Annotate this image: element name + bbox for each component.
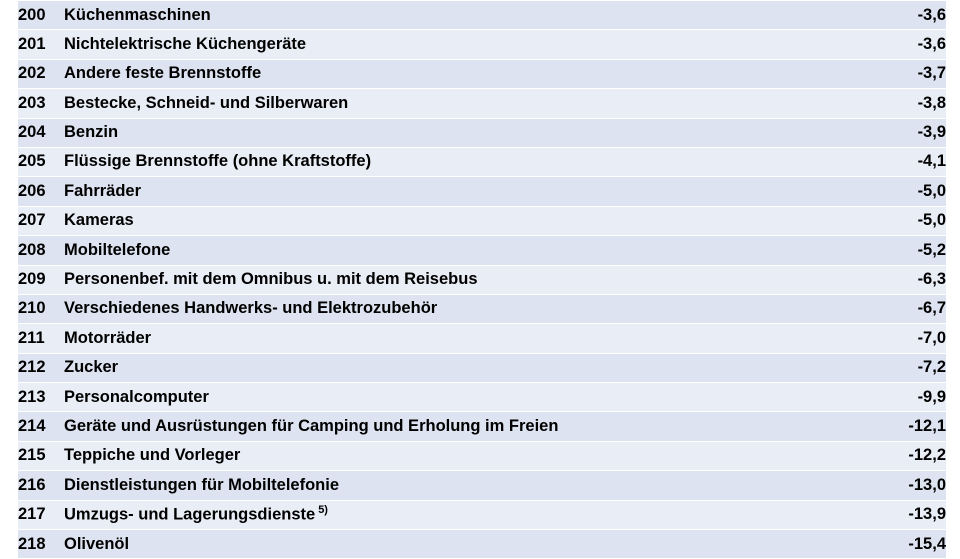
table-row xyxy=(18,500,946,529)
row-value: -12,1 xyxy=(842,412,946,441)
row-rank: 209 xyxy=(18,265,64,294)
row-label xyxy=(64,59,842,88)
table-row xyxy=(18,147,946,176)
row-label-text: Fahrräder xyxy=(64,181,142,200)
row-label-text: Dienstleistungen für Mobiltelefonie xyxy=(64,475,340,494)
row-rank: 218 xyxy=(18,530,64,559)
row-rank: 211 xyxy=(18,324,64,353)
row-label xyxy=(64,30,842,59)
row-rank: 207 xyxy=(18,206,64,235)
table-row xyxy=(18,206,946,235)
row-label-text: Umzugs- und Lagerungsdienste xyxy=(64,505,316,524)
table-row xyxy=(18,530,946,559)
row-label xyxy=(64,294,842,323)
ranking-table-body xyxy=(18,1,946,559)
row-value: -7,0 xyxy=(842,324,946,353)
row-label xyxy=(64,89,842,118)
row-label xyxy=(64,500,842,529)
table-row xyxy=(18,59,946,88)
row-value: -6,7 xyxy=(842,294,946,323)
table-row xyxy=(18,89,946,118)
row-label-text: Personenbef. mit dem Omnibus u. mit dem Reisebus xyxy=(64,270,478,289)
row-footnote-marker: 5) xyxy=(318,504,328,517)
row-label-text: Kameras xyxy=(64,211,134,230)
row-value: -4,1 xyxy=(842,147,946,176)
row-rank: 215 xyxy=(18,441,64,470)
row-label-text: Geräte und Ausrüstungen für Camping und Erholung im Freien xyxy=(64,417,559,435)
row-label-text: Olivenöl xyxy=(64,534,130,553)
row-value: -5,2 xyxy=(842,236,946,265)
row-label xyxy=(64,236,842,265)
row-label-text: Andere feste Brennstoffe xyxy=(64,64,262,83)
row-value: -3,9 xyxy=(842,118,946,147)
row-rank: 217 xyxy=(18,500,64,529)
row-value: -5,0 xyxy=(842,206,946,235)
row-rank: 214 xyxy=(18,412,64,441)
table-row xyxy=(18,383,946,412)
row-label xyxy=(64,206,842,235)
row-label xyxy=(64,147,842,176)
row-rank: 212 xyxy=(18,353,64,382)
row-value: -13,9 xyxy=(842,500,946,529)
row-value: -12,2 xyxy=(842,441,946,470)
row-label-text: Personalcomputer xyxy=(64,387,209,406)
ranking-table xyxy=(18,0,946,559)
row-label-text: Bestecke, Schneid- und Silberwaren xyxy=(64,93,349,112)
row-value: -3,6 xyxy=(842,30,946,59)
table-row xyxy=(18,1,946,30)
row-rank: 204 xyxy=(18,118,64,147)
row-label xyxy=(64,324,842,353)
table-row xyxy=(18,412,946,441)
row-value: -13,0 xyxy=(842,471,946,500)
row-label xyxy=(64,118,842,147)
row-rank: 216 xyxy=(18,471,64,500)
row-rank: 201 xyxy=(18,30,64,59)
table-row xyxy=(18,353,946,382)
row-rank: 203 xyxy=(18,89,64,118)
row-label-text: Flüssige Brennstoffe (ohne Kraftstoffe) xyxy=(64,152,372,171)
row-value: -3,6 xyxy=(842,1,946,30)
row-rank: 200 xyxy=(18,1,64,30)
row-value: -15,4 xyxy=(842,530,946,559)
row-label-text: Motorräder xyxy=(64,328,152,347)
row-rank: 213 xyxy=(18,383,64,412)
row-label xyxy=(64,353,842,382)
row-label xyxy=(64,530,842,559)
table-row xyxy=(18,118,946,147)
table-row xyxy=(18,265,946,294)
row-value: -3,8 xyxy=(842,89,946,118)
table-row xyxy=(18,30,946,59)
row-rank: 205 xyxy=(18,147,64,176)
table-row xyxy=(18,441,946,470)
row-rank: 202 xyxy=(18,59,64,88)
table-row xyxy=(18,294,946,323)
row-value: -3,7 xyxy=(842,59,946,88)
row-label-text: Mobiltelefone xyxy=(64,240,171,259)
row-label-text: Küchenmaschinen xyxy=(64,5,211,24)
row-value: -6,3 xyxy=(842,265,946,294)
row-label-text: Benzin xyxy=(64,123,119,142)
row-label xyxy=(64,383,842,412)
row-label xyxy=(64,177,842,206)
row-rank: 210 xyxy=(18,294,64,323)
row-label xyxy=(64,1,842,30)
row-label-text: Teppiche und Vorleger xyxy=(64,446,241,465)
row-rank: 208 xyxy=(18,236,64,265)
table-row xyxy=(18,177,946,206)
row-label xyxy=(64,441,842,470)
table-row xyxy=(18,471,946,500)
row-value: -7,2 xyxy=(842,353,946,382)
row-label xyxy=(64,412,842,441)
row-value: -9,9 xyxy=(842,383,946,412)
row-label-text: Zucker xyxy=(64,358,119,377)
row-label xyxy=(64,265,842,294)
row-rank: 206 xyxy=(18,177,64,206)
table-row xyxy=(18,236,946,265)
row-label-text: Nichtelektrische Küchengeräte xyxy=(64,34,307,53)
table-row xyxy=(18,324,946,353)
row-value: -5,0 xyxy=(842,177,946,206)
row-label-text: Verschiedenes Handwerks- und Elektrozubehör xyxy=(64,299,438,318)
row-label xyxy=(64,471,842,500)
